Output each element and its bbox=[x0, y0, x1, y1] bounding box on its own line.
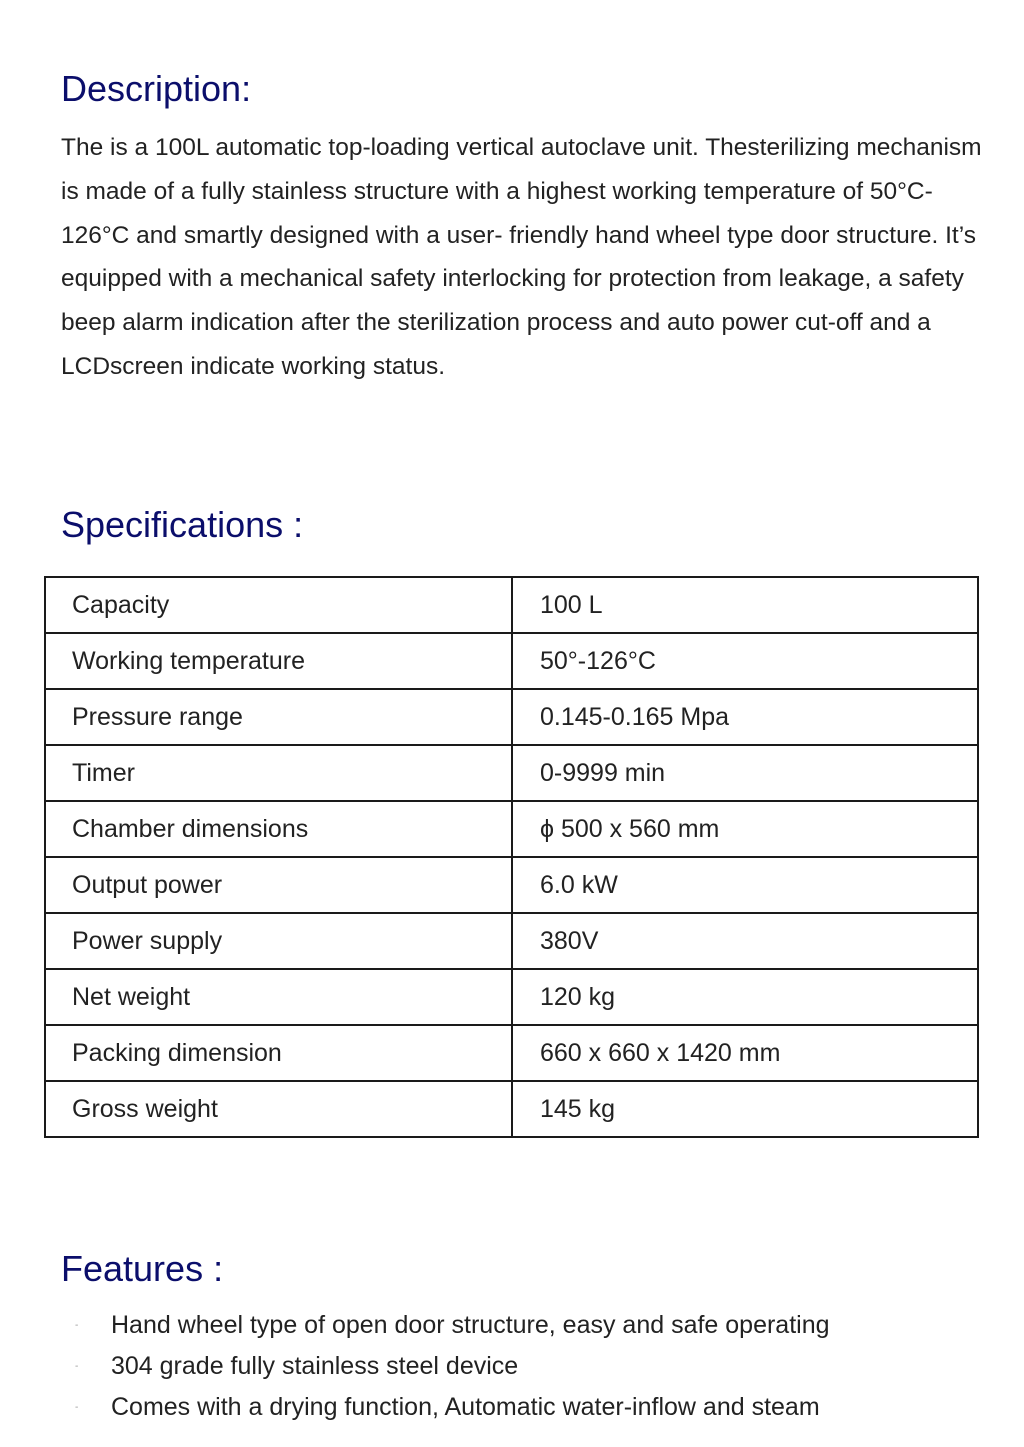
bullet-dash-icon: - bbox=[75, 1361, 79, 1372]
specifications-table bbox=[44, 576, 979, 1138]
features-heading: Features : bbox=[61, 1248, 224, 1289]
spec-row-chamber-dimensions bbox=[45, 801, 978, 857]
spec-label: Chamber dimensions bbox=[45, 801, 512, 857]
spec-row-packing-dimension bbox=[45, 1025, 978, 1081]
spec-value: 380V bbox=[512, 913, 978, 969]
feature-text: 304 grade fully stainless steel device bbox=[111, 1352, 519, 1380]
spec-row-working-temperature bbox=[45, 633, 978, 689]
spec-label: Net weight bbox=[45, 969, 512, 1025]
feature-text: Comes with a drying function, Automatic water-inflow and steam bbox=[111, 1393, 820, 1421]
spec-value: ϕ 500 x 560 mm bbox=[512, 801, 978, 857]
spec-value: 6.0 kW bbox=[512, 857, 978, 913]
spec-row-timer bbox=[45, 745, 978, 801]
spec-label: Timer bbox=[45, 745, 512, 801]
bullet-dash-icon: - bbox=[75, 1402, 79, 1413]
list-item bbox=[0, 1305, 830, 1346]
description-heading: Description: bbox=[61, 68, 252, 109]
description-text: The is a 100L automatic top-loading vertical autoclave unit. Thesterilizing mechanism is made of a fully stainless structure with a highest working temperature of 50°C-126°C and smartly designed with a user- friendly hand wheel type door structure. It’s equipped with a mechanical safety interlocking for protection from leakage, a safety beep alarm indication after the sterilization process and auto power cut-off and a LCDscreen indicate working status. bbox=[61, 134, 982, 380]
spec-row-pressure-range bbox=[45, 689, 978, 745]
list-item bbox=[0, 1346, 830, 1387]
specifications-heading: Specifications : bbox=[61, 504, 304, 545]
spec-label: Pressure range bbox=[45, 689, 512, 745]
spec-label: Working temperature bbox=[45, 633, 512, 689]
feature-text: Hand wheel type of open door structure, easy and safe operating bbox=[111, 1311, 830, 1339]
spec-label: Capacity bbox=[45, 577, 512, 633]
spec-value: 120 kg bbox=[512, 969, 978, 1025]
spec-label: Packing dimension bbox=[45, 1025, 512, 1081]
spec-value: 0.145-0.165 Mpa bbox=[512, 689, 978, 745]
spec-row-power-supply bbox=[45, 913, 978, 969]
spec-value: 0-9999 min bbox=[512, 745, 978, 801]
spec-label: Gross weight bbox=[45, 1081, 512, 1137]
spec-value: 660 x 660 x 1420 mm bbox=[512, 1025, 978, 1081]
spec-value: 50°-126°C bbox=[512, 633, 978, 689]
spec-row-net-weight bbox=[45, 969, 978, 1025]
spec-label: Power supply bbox=[45, 913, 512, 969]
spec-value: 145 kg bbox=[512, 1081, 978, 1137]
spec-row-gross-weight bbox=[45, 1081, 978, 1137]
spec-label: Output power bbox=[45, 857, 512, 913]
bullet-dash-icon: - bbox=[75, 1320, 79, 1331]
spec-row-output-power bbox=[45, 857, 978, 913]
spec-value: 100 L bbox=[512, 577, 978, 633]
spec-row-capacity bbox=[45, 577, 978, 633]
list-item bbox=[0, 1387, 830, 1428]
features-list bbox=[0, 1305, 830, 1428]
